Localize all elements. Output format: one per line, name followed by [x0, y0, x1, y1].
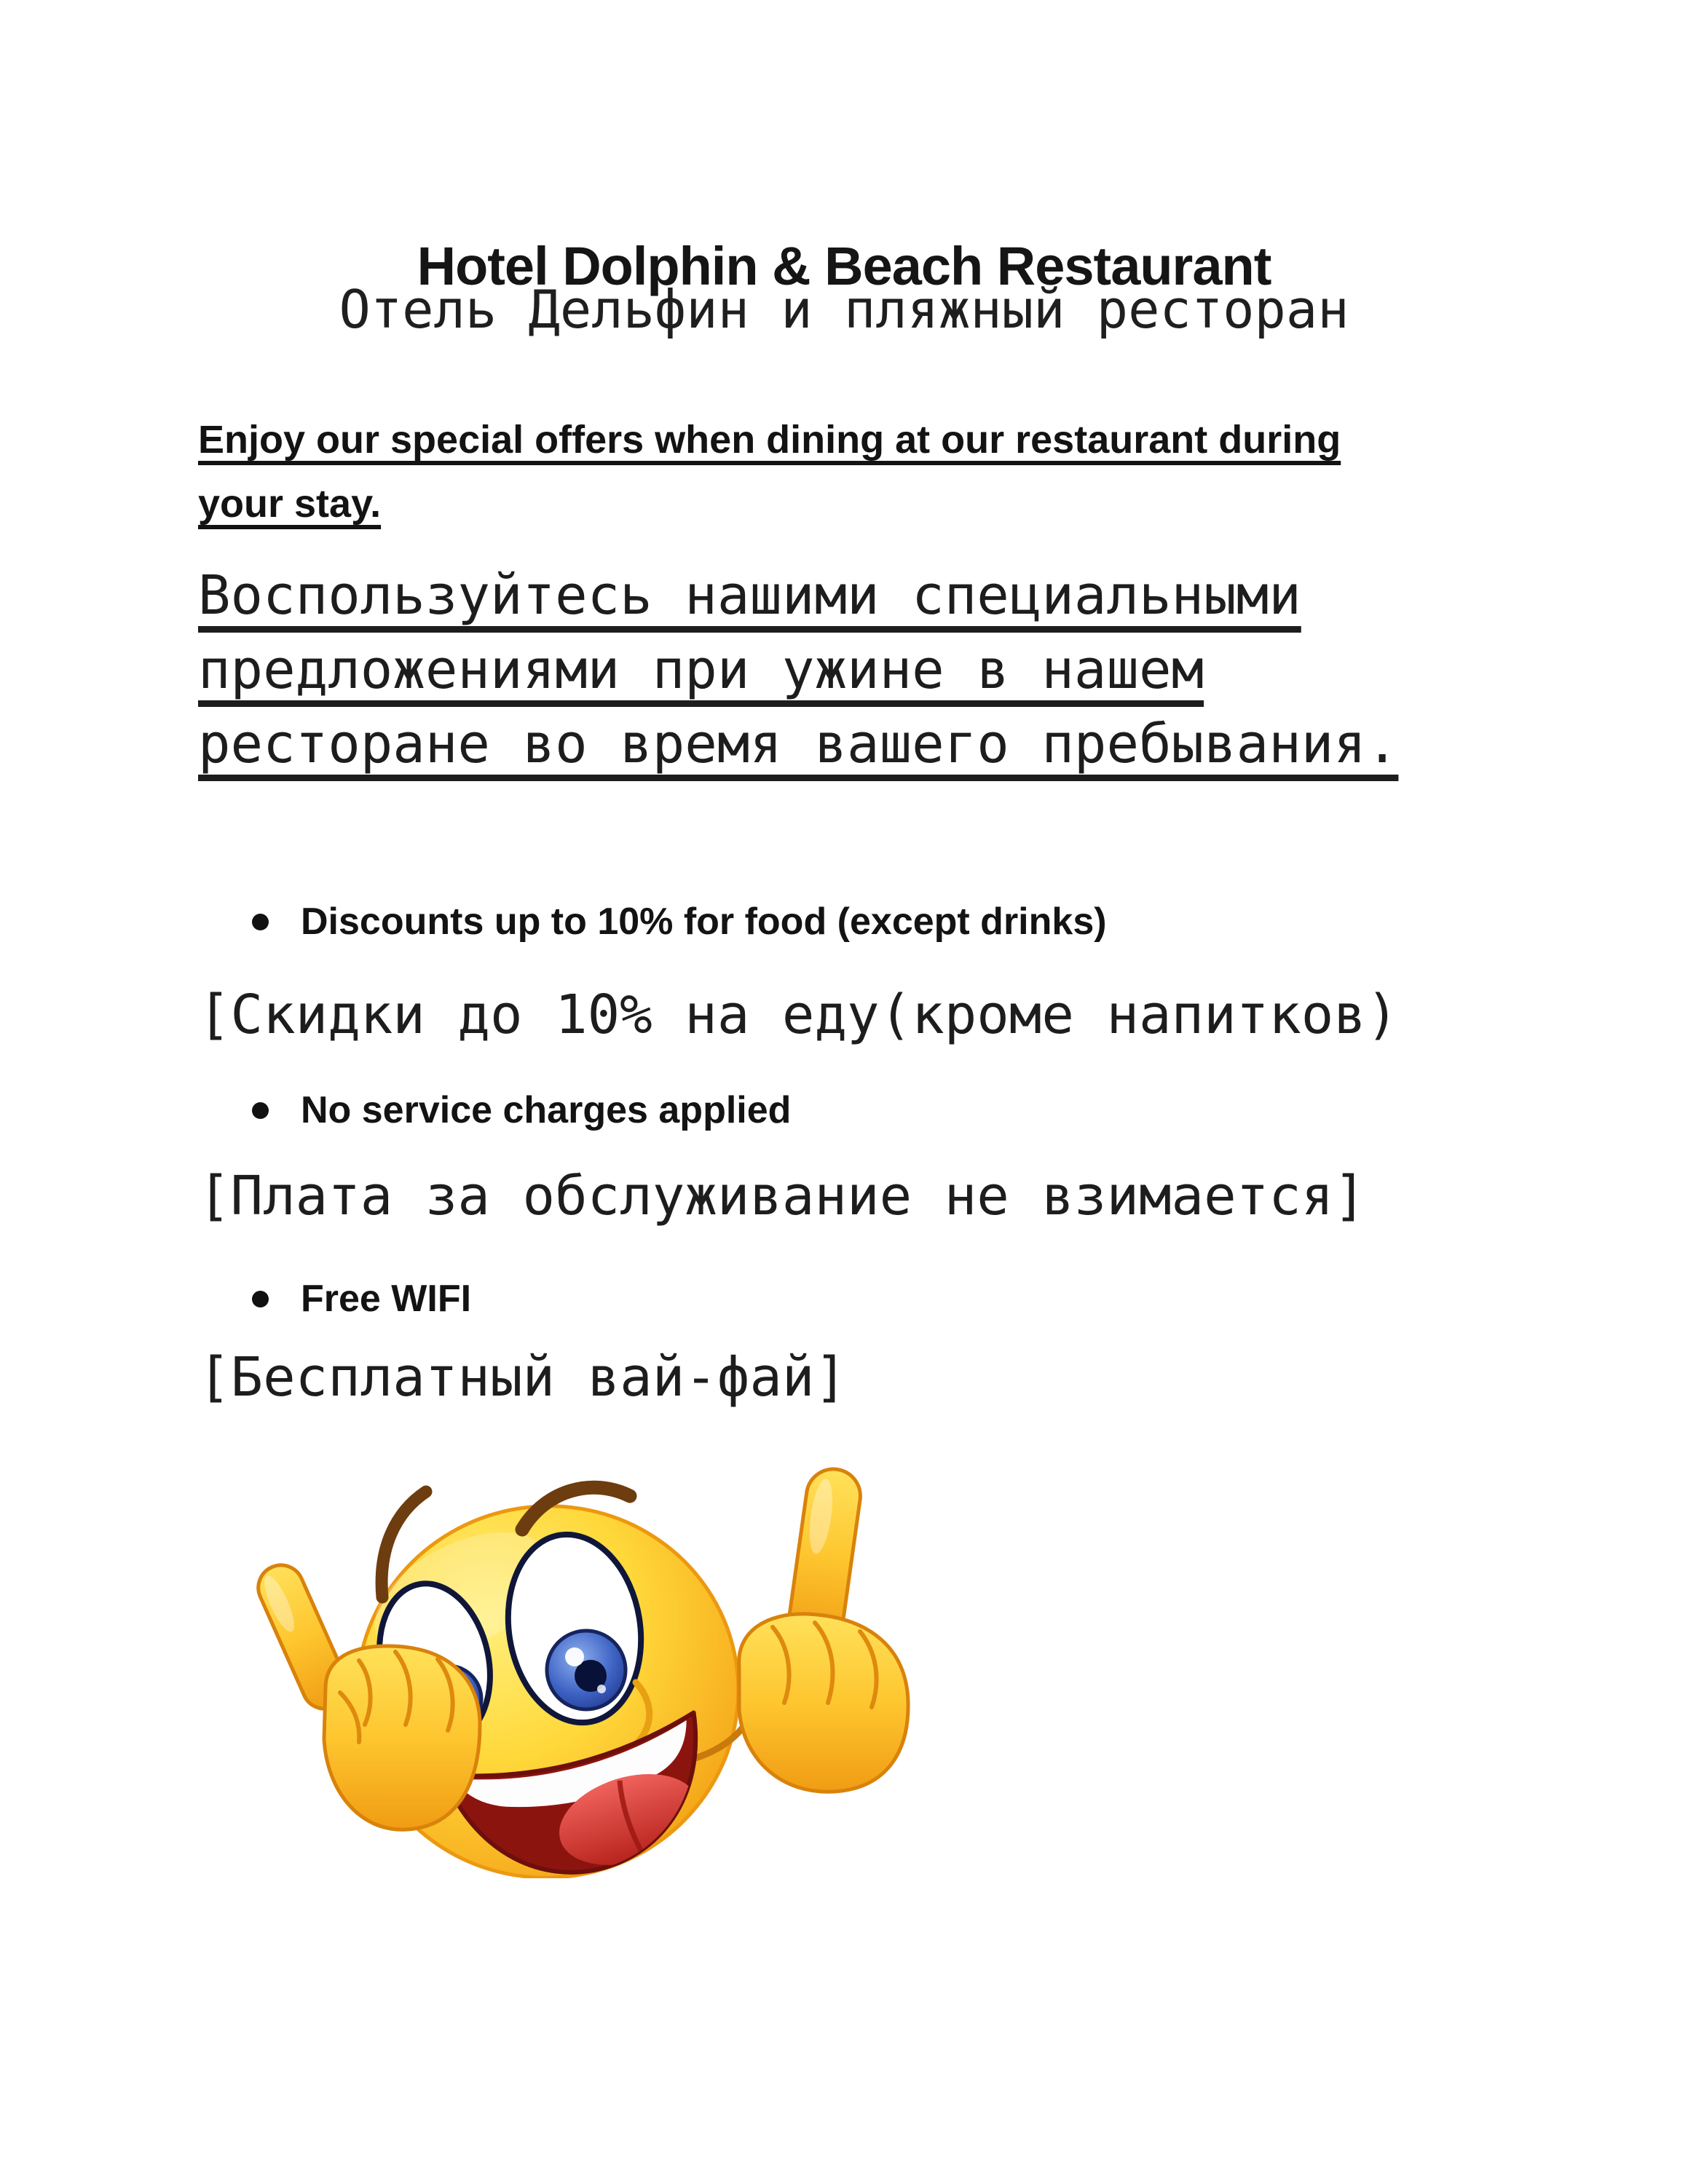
offer-item-discounts: [252, 900, 1107, 943]
bullet-icon: [252, 1102, 269, 1119]
page-title: Hotel Dolphin & Beach Restaurant: [417, 235, 1271, 296]
offer-item-no-service-charge-russian: [Плата за обслуживание не взимается]: [198, 1165, 1366, 1227]
intro-paragraph-english: [198, 408, 1523, 536]
right-thumb-up-hand: [739, 1465, 908, 1792]
offer-item-free-wifi: [252, 1277, 471, 1321]
offer-item-free-wifi-russian: [Бесплатный вай-фай]: [198, 1346, 848, 1409]
offer-item-label: Free WIFI: [301, 1278, 472, 1320]
page-title-russian: Отель Дельфин и пляжный ресторан: [339, 279, 1349, 340]
bullet-icon: [252, 1291, 269, 1307]
intro-ru-line-3: ресторане во время вашего пребывания.: [198, 713, 1399, 775]
intro-en-line-2: your stay.: [198, 482, 382, 526]
offer-item-no-service-charge: [252, 1088, 791, 1132]
intro-paragraph-russian: [198, 558, 1582, 781]
offer-item-discounts-russian: [Скидки до 10% на еду(кроме напитков): [198, 984, 1399, 1046]
intro-ru-line-2: предложениями при ужине в нашем: [198, 638, 1204, 701]
intro-en-line-1: Enjoy our special offers when dining at our restaurant during: [198, 418, 1341, 462]
intro-ru-line-1: Воспользуйтесь нашими специальными: [198, 564, 1301, 627]
thumbs-up-smiley-emoji: [216, 1447, 919, 1878]
offer-item-label: Discounts up to 10% for food (except drinks): [301, 901, 1107, 943]
bullet-icon: [252, 914, 269, 930]
offer-item-label: No service charges applied: [301, 1089, 792, 1131]
